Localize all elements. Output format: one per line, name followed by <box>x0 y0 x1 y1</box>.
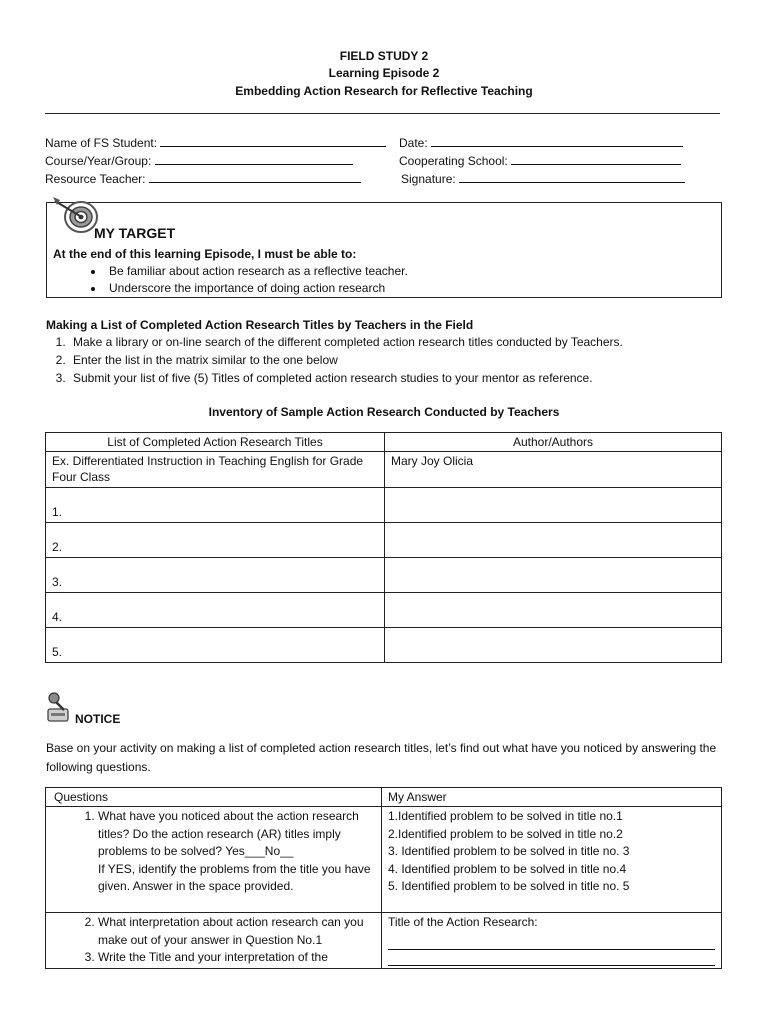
date-blank[interactable] <box>431 135 683 147</box>
school-blank[interactable] <box>511 153 681 165</box>
answer-2-line-1[interactable] <box>388 949 715 950</box>
author-cell-4[interactable] <box>385 592 722 627</box>
date-label: Date: <box>399 136 428 150</box>
question-1-cell <box>46 807 382 913</box>
author-cell-1[interactable] <box>385 487 722 522</box>
table-row[interactable] <box>46 522 722 557</box>
my-target-list <box>47 263 408 297</box>
signature-field[interactable] <box>401 171 685 187</box>
question-1-text: 1. What have you noticed about the action research titles? Do the action research (AR) titles imply problems to be solved? Yes___No__ If YES, identify the problems from the title you have given. Answer in the space provided. <box>98 808 375 896</box>
resource-teacher-blank[interactable] <box>149 171 361 183</box>
inventory-example-row <box>46 452 722 487</box>
date-field[interactable] <box>399 135 683 151</box>
table-row[interactable] <box>46 627 722 662</box>
questions-header-row <box>46 788 722 807</box>
resource-teacher-field[interactable] <box>45 171 361 187</box>
inventory-table <box>45 432 722 663</box>
student-name-field[interactable] <box>45 135 386 151</box>
doc-title-episode: Learning Episode 2 <box>328 66 440 80</box>
target-bullet-1: • Be familiar about action research as a reflective teacher. <box>105 263 408 280</box>
notice-title: NOTICE <box>75 712 121 726</box>
student-name-blank[interactable] <box>160 135 386 147</box>
inventory-col-authors: Author/Authors <box>385 433 722 452</box>
question-row-1 <box>46 807 722 913</box>
answer-2-cell[interactable] <box>382 913 722 969</box>
my-target-box <box>46 202 722 298</box>
activity-step-3: 3. Submit your list of five (5) Titles of completed action research studies to your mentor as reference. <box>69 369 768 387</box>
activity-step-2: 2. Enter the list in the matrix similar to the one below <box>69 351 768 369</box>
answer-1-cell[interactable] <box>382 807 722 913</box>
question-row-2 <box>46 913 722 969</box>
question-2-cell <box>46 913 382 969</box>
course-label: Course/Year/Group: <box>45 154 152 168</box>
notice-intro: Base on your activity on making a list of completed action research titles, let’s find out what have you noticed by answering the following questions. <box>46 741 717 774</box>
inventory-col-titles: List of Completed Action Research Titles <box>46 433 385 452</box>
title-cell-5[interactable]: 5. <box>46 627 385 662</box>
answer-1-line-2[interactable]: 2.Identified problem to be solved in title no.2 <box>388 826 623 841</box>
table-row[interactable] <box>46 487 722 522</box>
question-2-text: 2. What interpretation about action research can you make out of your answer in Question No.1 <box>98 914 375 949</box>
question-3-text: 3. Write the Title and your interpretation of the <box>98 949 375 967</box>
table-row[interactable] <box>46 557 722 592</box>
title-cell-4[interactable]: 4. <box>46 592 385 627</box>
school-field[interactable] <box>399 153 681 169</box>
resource-teacher-label: Resource Teacher: <box>45 172 146 186</box>
questions-col-label: Questions <box>46 788 382 807</box>
title-cell-3[interactable]: 3. <box>46 557 385 592</box>
title-cell-2[interactable]: 2. <box>46 522 385 557</box>
my-target-intro: At the end of this learning Episode, I must be able to: <box>53 247 357 261</box>
my-target-title: MY TARGET <box>94 225 176 241</box>
student-name-label: Name of FS Student: <box>45 136 158 150</box>
questions-table <box>45 787 722 969</box>
title-cell-1[interactable]: 1. <box>46 487 385 522</box>
answers-col-label: My Answer <box>382 788 722 807</box>
doc-title-topic: Embedding Action Research for Reflective Teaching <box>235 84 533 98</box>
answer-2-line-2[interactable] <box>388 965 715 966</box>
activity-steps <box>26 333 768 387</box>
table-row[interactable] <box>46 592 722 627</box>
answer-1-line-5[interactable]: 5. Identified problem to be solved in title no. 5 <box>388 879 630 894</box>
author-cell-3[interactable] <box>385 557 722 592</box>
activity-title: Making a List of Completed Action Research Titles by Teachers in the Field <box>46 318 474 332</box>
answer-1-line-3[interactable]: 3. Identified problem to be solved in title no. 3 <box>388 844 630 859</box>
notice-icon <box>45 691 71 723</box>
answer-1-line-1[interactable]: 1.Identified problem to be solved in title no.1 <box>388 809 623 824</box>
activity-step-1: 1. Make a library or on-line search of the different completed action research titles conducted by Teachers. <box>69 333 768 351</box>
inventory-title: Inventory of Sample Action Research Conducted by Teachers <box>208 405 560 419</box>
example-author-cell: Mary Joy Olicia <box>385 452 722 487</box>
example-title-cell: Ex. Differentiated Instruction in Teaching English for Grade Four Class <box>46 452 385 487</box>
answer-2-label: Title of the Action Research: <box>388 915 538 930</box>
target-bullet-2: • Underscore the importance of doing action research <box>105 280 408 297</box>
author-cell-2[interactable] <box>385 522 722 557</box>
answer-1-line-4[interactable]: 4. Identified problem to be solved in title no.4 <box>388 861 627 876</box>
question-1-followup: If YES, identify the problems from the title you have given. Answer in the space provided. <box>98 861 371 894</box>
signature-label: Signature: <box>401 172 456 186</box>
signature-blank[interactable] <box>459 171 685 183</box>
doc-title-field-study: FIELD STUDY 2 <box>339 49 429 63</box>
course-blank[interactable] <box>155 153 353 165</box>
header-divider <box>45 113 720 114</box>
course-field[interactable] <box>45 153 353 169</box>
inventory-header-row <box>46 433 722 452</box>
author-cell-5[interactable] <box>385 627 722 662</box>
school-label: Cooperating School: <box>399 154 508 168</box>
